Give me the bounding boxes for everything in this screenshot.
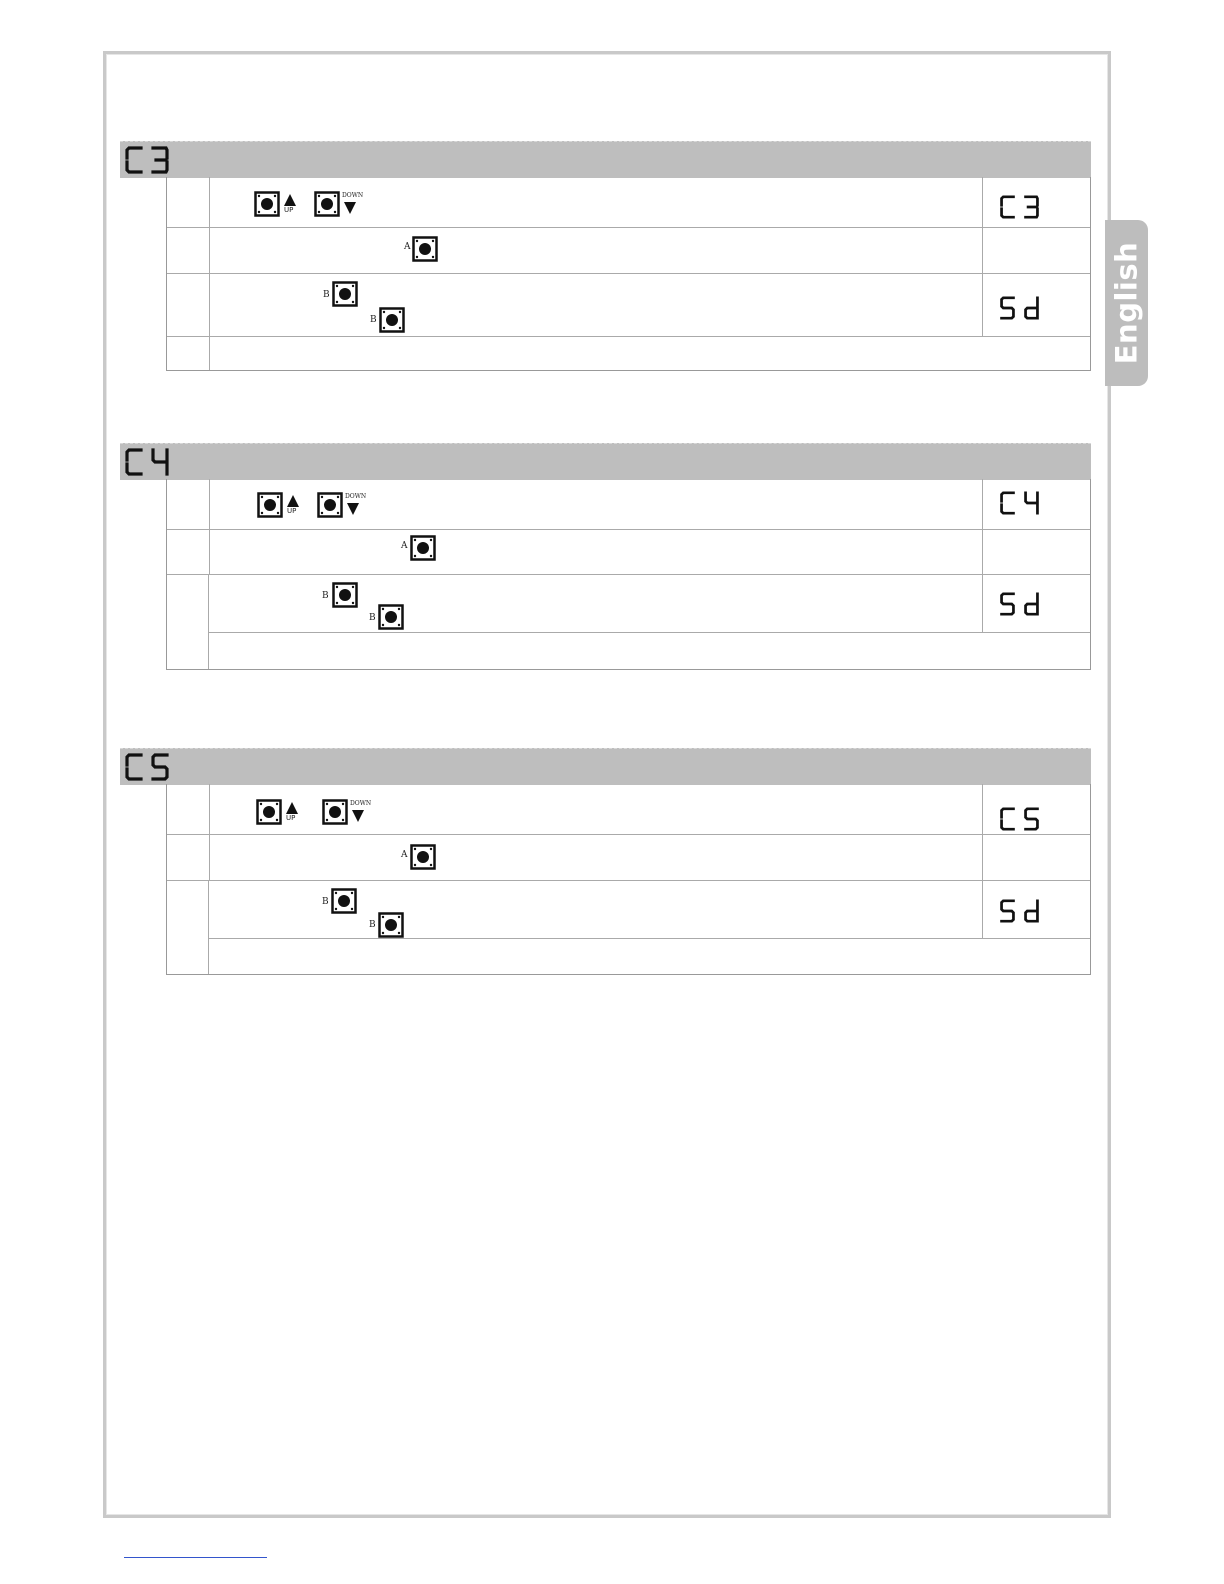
button-b-label: B [323, 290, 330, 300]
note-row [209, 938, 1090, 975]
steps-table-c5 [166, 784, 1091, 975]
button-b-icon [331, 888, 357, 914]
up-label: UP [286, 814, 296, 822]
table-row [167, 177, 1090, 227]
step-number-cell [167, 784, 210, 834]
language-tab [1105, 220, 1148, 386]
table-row [167, 336, 1090, 370]
button-a-label: A [401, 541, 408, 551]
button-b-label: B [370, 315, 377, 325]
section-header-c4 [120, 443, 1091, 480]
step-number-cell [167, 337, 210, 370]
button-b-icon [379, 307, 405, 333]
arrow-up-icon [286, 494, 300, 508]
button-a-label: A [404, 242, 411, 252]
seven-segment-display-c4 [124, 446, 174, 478]
step-number-cell [167, 835, 210, 880]
table-row [167, 880, 1090, 938]
table-row [167, 574, 1090, 632]
language-tab-label: English [1109, 241, 1144, 365]
seven-segment-display-sd [999, 591, 1043, 619]
step-number-cell [167, 177, 210, 227]
section-c5 [120, 748, 1091, 930]
button-b-label: B [322, 591, 329, 601]
display-cell [982, 881, 1090, 938]
down-label: DOWN [345, 493, 367, 500]
note-row [209, 632, 1090, 670]
button-icon [256, 799, 282, 825]
button-a-icon [412, 236, 438, 262]
step-number-cell [167, 228, 210, 273]
table-row [167, 273, 1090, 336]
display-cell [982, 479, 1090, 529]
section-c3 [120, 141, 1091, 325]
button-b-icon [378, 912, 404, 938]
button-b-label: B [322, 897, 329, 907]
seven-segment-display-sd [999, 295, 1043, 323]
button-a-label: A [401, 850, 408, 860]
arrow-down-icon [346, 502, 360, 516]
seven-segment-display-sd [999, 898, 1043, 926]
down-label: DOWN [342, 192, 364, 199]
step-number-cell [167, 530, 210, 574]
up-label: UP [284, 206, 294, 214]
button-icon [254, 191, 280, 217]
arrow-down-icon [343, 201, 357, 215]
step-number-cell [167, 479, 210, 529]
button-b-label: B [369, 613, 376, 623]
button-b-icon [332, 582, 358, 608]
display-cell [982, 530, 1090, 574]
down-label: DOWN [350, 800, 372, 807]
button-icon [314, 191, 340, 217]
arrow-up-icon [285, 801, 299, 815]
display-cell [982, 784, 1090, 834]
arrow-up-icon [283, 193, 297, 207]
seven-segment-display-c3 [124, 144, 174, 176]
arrow-down-icon [351, 809, 365, 823]
button-a-icon [410, 535, 436, 561]
button-icon [317, 492, 343, 518]
button-b-icon [378, 604, 404, 630]
table-row [167, 834, 1090, 880]
button-a-icon [410, 844, 436, 870]
steps-table-c3 [166, 177, 1091, 371]
table-row [167, 529, 1090, 574]
button-b-icon [332, 281, 358, 307]
button-icon [257, 492, 283, 518]
seven-segment-display-c5 [124, 751, 174, 783]
display-cell [982, 177, 1090, 227]
display-cell [982, 274, 1090, 336]
section-c4 [120, 443, 1091, 623]
footer-link-underline [124, 1557, 267, 1558]
section-header-c3 [120, 141, 1091, 178]
steps-table-c4 [166, 479, 1091, 670]
seven-segment-display-c5 [999, 806, 1043, 834]
display-cell [982, 835, 1090, 880]
table-row [167, 227, 1090, 273]
seven-segment-display-c4 [999, 490, 1043, 518]
table-row [167, 479, 1090, 529]
section-header-c5 [120, 748, 1091, 785]
up-label: UP [287, 507, 297, 515]
display-cell [982, 575, 1090, 632]
table-row [167, 784, 1090, 834]
display-cell [982, 228, 1090, 273]
seven-segment-display-c3 [999, 194, 1043, 222]
button-b-label: B [369, 920, 376, 930]
button-icon [322, 799, 348, 825]
step-number-cell [167, 274, 210, 336]
